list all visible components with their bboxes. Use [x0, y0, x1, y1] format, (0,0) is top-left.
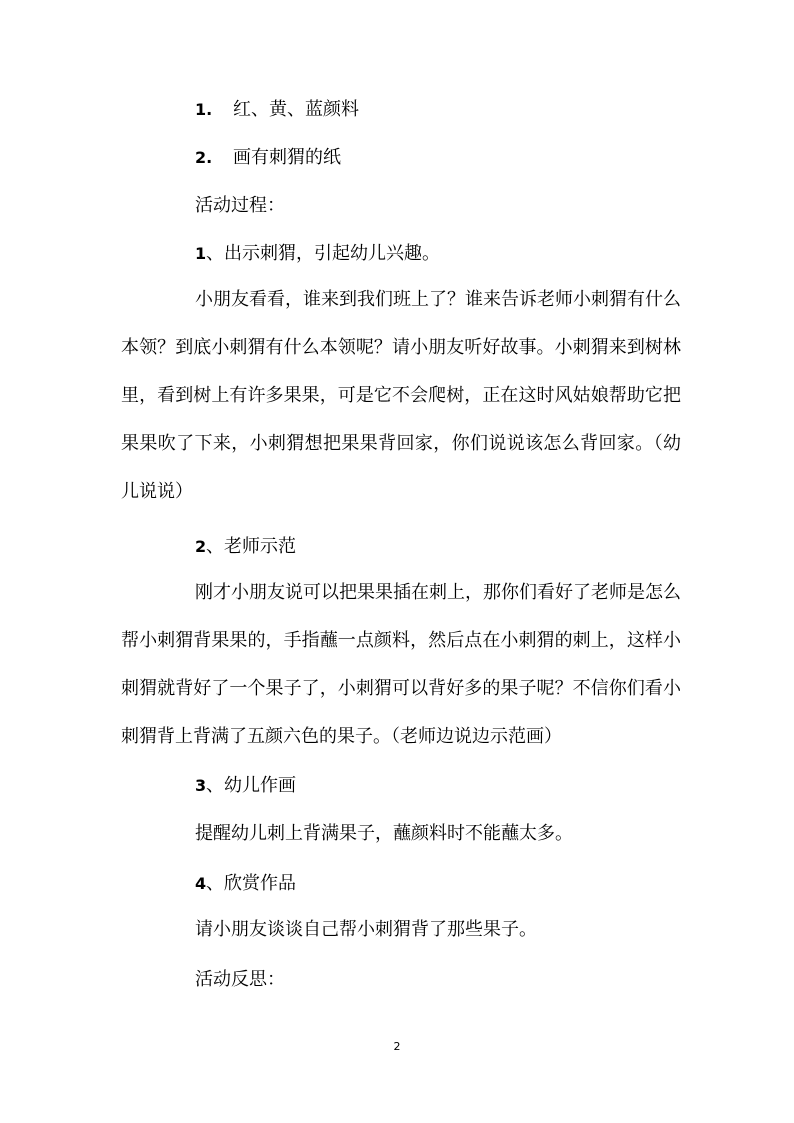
section-body: 请小朋友谈谈自己帮小刺猬背了那些果子。 — [195, 919, 537, 940]
page-number: 2 — [393, 1040, 401, 1053]
section-body: 刚才小朋友说可以把果果插在刺上，那你们看好了老师是怎么帮小刺猬背果果的，手指蘸一点颜料，然后点在小刺猬的刺上，这样小刺猬就背好了一个果子了，小刺猬可以背好多的果子呢？不信你们看小刺猬背上背满了五颜六色的果子。（老师边说边示范画） — [121, 582, 681, 747]
list-number: 2. — [195, 148, 213, 167]
section-number: 3 — [195, 776, 207, 795]
section-title: 、老师示范 — [206, 536, 296, 557]
section-title: 、幼儿作画 — [206, 775, 296, 796]
section-number: 1 — [195, 244, 207, 263]
reflection-heading: 活动反思： — [195, 969, 285, 990]
section-body: 小朋友看看，谁来到我们班上了？谁来告诉老师小刺猬有什么本领？到底小刺猬有什么本领呢？请小朋友听好故事。小刺猬来到树林里，看到树上有许多果果，可是它不会爬树，正在这时风姑娘帮助它把果果吹了下来，小刺猬想把果果背回家，你们说说该怎么背回家。（幼儿说说） — [121, 289, 681, 502]
section-title: 、出示刺猬，引起幼儿兴趣。 — [206, 243, 440, 264]
list-number: 1. — [195, 100, 213, 119]
list-item-text: 画有刺猬的纸 — [233, 147, 341, 168]
list-item-text: 红、黄、蓝颜料 — [233, 99, 359, 120]
process-heading: 活动过程： — [195, 195, 285, 216]
section-title: 、欣赏作品 — [206, 873, 296, 894]
section-body: 提醒幼儿刺上背满果子，蘸颜料时不能蘸太多。 — [195, 823, 573, 844]
section-number: 2 — [195, 537, 207, 556]
section-number: 4 — [195, 874, 207, 893]
